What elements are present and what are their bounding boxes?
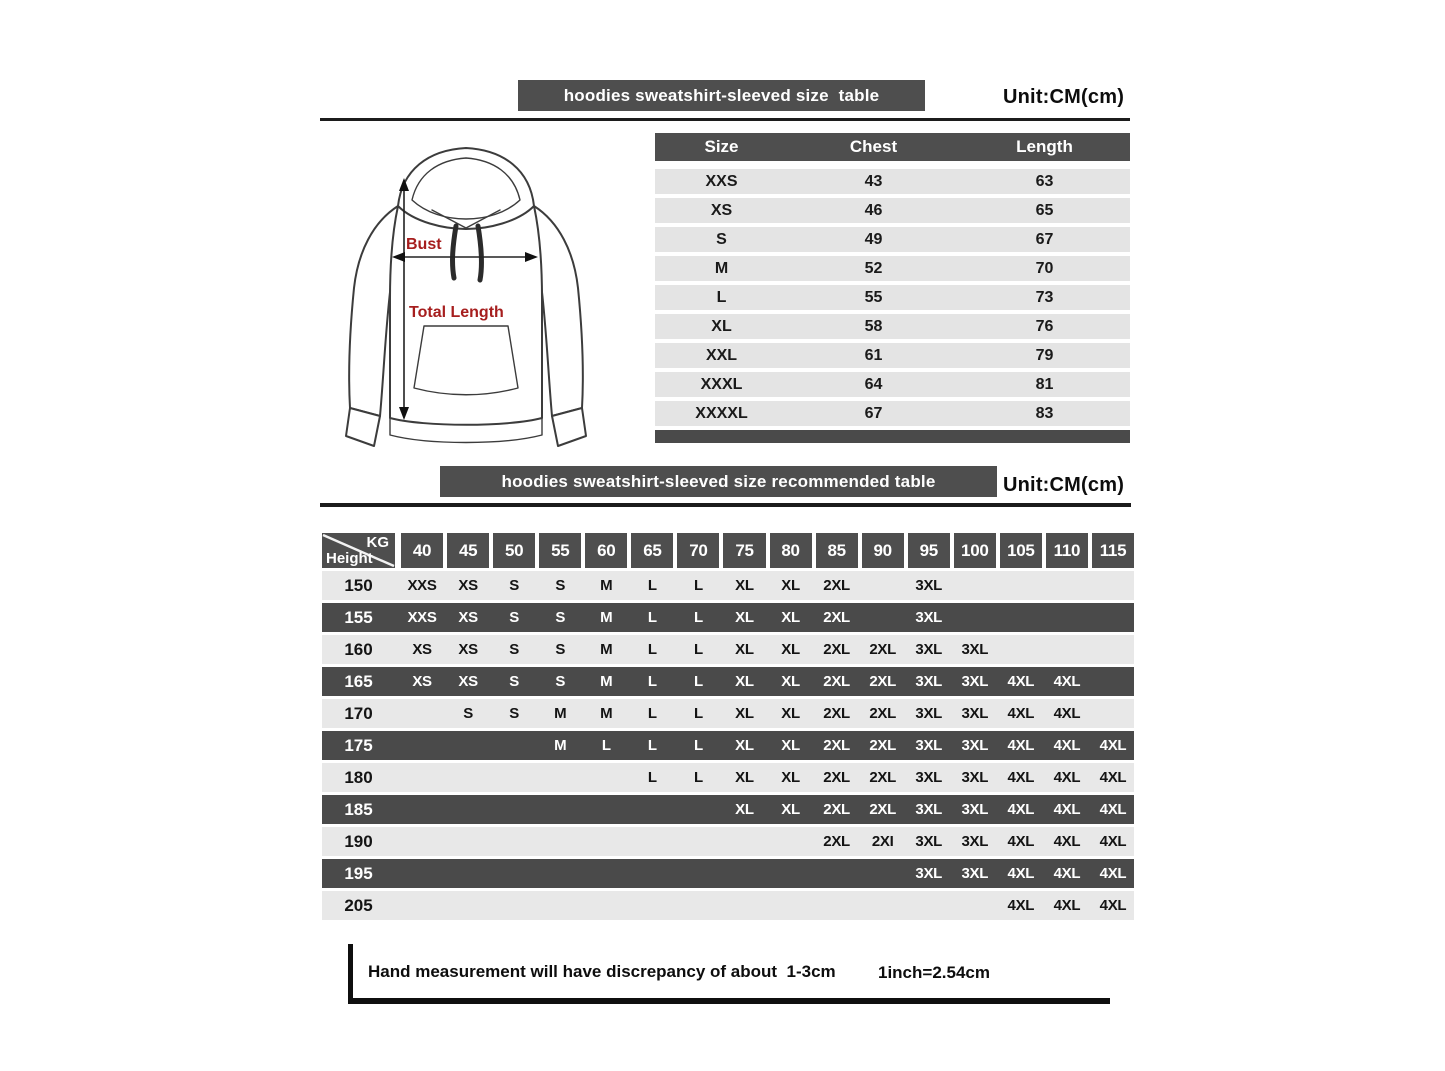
chest-cell: 58 — [864, 317, 883, 335]
size-recommendation-cell: 4XL — [1007, 673, 1035, 690]
size-cell: M — [714, 259, 729, 277]
weight-header-cell: 55 — [539, 533, 581, 568]
size-recommendation-cell: 3XL — [915, 673, 943, 690]
recommended-table-row — [322, 795, 1134, 824]
size-recommendation-cell: 3XL — [961, 833, 989, 850]
size-recommendation-cell: 2XL — [823, 705, 850, 722]
size-table-row — [655, 343, 1130, 368]
size-recommendation-cell: XL — [735, 769, 754, 786]
height-label-cell: 175 — [344, 735, 373, 755]
size-table-title: hoodies sweatshirt-sleeved size table — [563, 85, 880, 105]
size-recommendation-cell: 2XI — [871, 833, 894, 850]
size-recommendation-cell: L — [601, 737, 611, 754]
size-recommendation-cell: L — [647, 577, 657, 594]
bust-label: Bust — [406, 236, 442, 253]
size-recommendation-cell: 4XL — [1007, 897, 1035, 914]
weight-header-cell: 115 — [1092, 533, 1134, 568]
recommended-table-body — [322, 571, 1134, 920]
height-label-cell: 160 — [344, 639, 373, 659]
size-cell: L — [716, 288, 727, 306]
length-cell: 70 — [1035, 259, 1054, 277]
size-cell: S — [716, 230, 727, 248]
size-recommendation-cell: XL — [781, 609, 800, 626]
size-recommendation-cell: L — [693, 737, 703, 754]
length-cell: 67 — [1035, 230, 1054, 248]
chest-column-header: Chest — [849, 137, 898, 156]
total-length-label: Total Length — [409, 304, 504, 321]
chest-cell: 55 — [864, 288, 883, 306]
size-recommendation-cell: XL — [735, 737, 754, 754]
size-column-header: Size — [704, 137, 739, 156]
size-recommendation-cell: 4XL — [1053, 897, 1081, 914]
footnote-vertical-bar — [348, 944, 353, 1002]
size-recommendation-cell: 3XL — [915, 769, 943, 786]
kg-height-corner-cell — [322, 533, 395, 568]
size-cell: XL — [711, 317, 732, 335]
size-cell: XXXXL — [695, 404, 748, 422]
size-recommendation-cell: 3XL — [915, 577, 943, 594]
chest-cell: 49 — [864, 230, 883, 248]
size-recommendation-cell: 2XL — [823, 577, 850, 594]
size-table-row — [655, 285, 1130, 310]
middle-divider — [320, 503, 1131, 507]
size-recommendation-cell: S — [509, 673, 520, 690]
height-label-cell: 185 — [344, 799, 373, 819]
recommended-table-row — [322, 827, 1134, 856]
size-recommendation-cell: 3XL — [915, 737, 943, 754]
weight-header-cell: 90 — [862, 533, 904, 568]
size-recommendation-cell: 3XL — [961, 865, 989, 882]
weight-header-cell: 40 — [401, 533, 443, 568]
measurement-discrepancy-note: Hand measurement will have discrepancy of about 1-3cm — [368, 962, 836, 981]
size-recommendation-cell: L — [647, 705, 657, 722]
weight-header-cell: 75 — [723, 533, 765, 568]
size-recommendation-cell: 3XL — [961, 801, 989, 818]
length-column-header: Length — [1016, 137, 1073, 156]
size-table-body — [655, 169, 1130, 426]
size-cell: XXS — [705, 172, 738, 190]
recommended-table-row — [322, 667, 1134, 696]
hoodie-left-cuff — [346, 408, 380, 446]
weight-header-cell: 70 — [677, 533, 719, 568]
recommended-table-row — [322, 699, 1134, 728]
size-recommendation-cell: 4XL — [1053, 769, 1081, 786]
size-recommendation-cell: XL — [735, 609, 754, 626]
size-table-row — [655, 401, 1130, 426]
chest-cell: 52 — [864, 259, 883, 277]
size-recommendation-cell: XS — [458, 641, 478, 658]
size-recommendation-cell: L — [693, 609, 703, 626]
recommended-table-unit-label: Unit:CM(cm) — [1003, 474, 1125, 496]
size-table — [655, 133, 1130, 443]
size-recommendation-cell: XL — [735, 641, 754, 658]
size-table-footer-bar — [655, 430, 1130, 443]
size-table-title-bar — [518, 80, 925, 111]
length-cell: 76 — [1035, 317, 1054, 335]
chest-cell: 43 — [864, 172, 883, 190]
size-recommendation-cell: S — [555, 673, 566, 690]
recommended-table-title: hoodies sweatshirt-sleeved size recommended table — [501, 471, 936, 491]
top-divider — [320, 118, 1130, 121]
size-recommendation-cell: 3XL — [961, 769, 989, 786]
size-recommendation-cell: 2XL — [823, 833, 850, 850]
size-recommendation-cell: XL — [781, 705, 800, 722]
size-recommendation-cell: M — [600, 641, 613, 658]
recommended-table-row — [322, 859, 1134, 888]
chest-cell: 64 — [864, 375, 883, 393]
size-recommendation-cell: L — [647, 737, 657, 754]
length-cell: 79 — [1035, 346, 1054, 364]
size-recommendation-cell: 3XL — [915, 705, 943, 722]
length-cell: 63 — [1035, 172, 1054, 190]
size-recommendation-cell: 3XL — [915, 833, 943, 850]
size-recommendation-cell: S — [509, 577, 520, 594]
size-recommendation-cell: 3XL — [961, 737, 989, 754]
size-recommendation-cell: S — [555, 609, 566, 626]
length-cell: 81 — [1035, 375, 1054, 393]
chest-cell: 46 — [864, 201, 883, 219]
weight-header-cell: 50 — [493, 533, 535, 568]
size-recommendation-cell: 2XL — [823, 737, 850, 754]
size-recommendation-cell: 4XL — [1007, 769, 1035, 786]
recommended-table-row — [322, 891, 1134, 920]
recommended-table-row — [322, 731, 1134, 760]
size-recommendation-cell: XS — [412, 673, 432, 690]
size-recommendation-cell: XL — [735, 801, 754, 818]
chest-cell: 67 — [864, 404, 883, 422]
size-recommendation-cell: 4XL — [1099, 833, 1127, 850]
size-recommendation-cell: XL — [735, 673, 754, 690]
size-recommendation-cell: 4XL — [1007, 865, 1035, 882]
size-recommendation-cell: L — [693, 641, 703, 658]
size-recommendation-cell: 4XL — [1099, 737, 1127, 754]
size-recommendation-cell: S — [509, 641, 520, 658]
size-recommendation-cell: L — [693, 577, 703, 594]
weight-header-cell: 95 — [908, 533, 950, 568]
size-recommendation-cell: M — [554, 705, 567, 722]
length-cell: 65 — [1035, 201, 1054, 219]
size-table-row — [655, 372, 1130, 397]
height-label-cell: 170 — [344, 703, 373, 723]
weight-header-cell: 65 — [631, 533, 673, 568]
size-recommendation-cell: M — [600, 577, 613, 594]
height-label-cell: 165 — [344, 671, 373, 691]
weight-header-cell: 110 — [1046, 533, 1088, 568]
size-recommendation-cell: S — [555, 577, 566, 594]
weight-header-cell: 80 — [770, 533, 812, 568]
weight-header-cell: 60 — [585, 533, 627, 568]
size-recommendation-cell: 3XL — [961, 705, 989, 722]
weight-header-cell: 85 — [816, 533, 858, 568]
size-cell: XS — [710, 201, 733, 219]
height-corner-label: Height — [326, 550, 373, 567]
size-table-row — [655, 198, 1130, 223]
recommended-table-title-bar — [440, 466, 997, 497]
size-recommendation-cell: XXS — [407, 577, 437, 594]
size-recommendation-cell: 2XL — [869, 801, 896, 818]
size-recommendation-cell: 4XL — [1007, 833, 1035, 850]
size-recommendation-cell: XS — [458, 673, 478, 690]
chest-cell: 61 — [864, 346, 883, 364]
size-table-row — [655, 169, 1130, 194]
recommended-table-header — [322, 533, 1134, 568]
size-recommendation-cell: 2XL — [869, 705, 896, 722]
height-label-cell: 205 — [344, 895, 373, 915]
size-recommendation-cell: 4XL — [1053, 673, 1081, 690]
weight-header-cell: 100 — [954, 533, 996, 568]
size-recommendation-cell: XL — [781, 673, 800, 690]
recommended-table — [322, 533, 1134, 920]
size-recommendation-cell: XL — [735, 577, 754, 594]
size-recommendation-cell: L — [647, 609, 657, 626]
size-recommendation-cell: 4XL — [1053, 865, 1081, 882]
size-recommendation-cell: 2XL — [869, 737, 896, 754]
size-recommendation-cell: 3XL — [915, 801, 943, 818]
size-recommendation-cell: XS — [458, 577, 478, 594]
size-recommendation-cell: 4XL — [1099, 897, 1127, 914]
length-cell: 83 — [1035, 404, 1054, 422]
height-label-cell: 155 — [344, 607, 373, 627]
size-recommendation-cell: M — [600, 609, 613, 626]
recommended-table-row — [322, 571, 1134, 600]
size-recommendation-cell: 3XL — [961, 641, 989, 658]
size-recommendation-cell: 3XL — [915, 641, 943, 658]
size-recommendation-cell: L — [693, 673, 703, 690]
size-recommendation-cell: 3XL — [915, 865, 943, 882]
size-recommendation-cell: L — [693, 705, 703, 722]
size-recommendation-cell: 2XL — [823, 641, 850, 658]
size-recommendation-cell: XS — [412, 641, 432, 658]
size-cell: XXXL — [700, 375, 743, 393]
size-recommendation-cell: 4XL — [1053, 833, 1081, 850]
size-recommendation-cell: XS — [458, 609, 478, 626]
size-recommendation-cell: XL — [781, 641, 800, 658]
size-cell: XXL — [705, 346, 738, 364]
size-recommendation-cell: 4XL — [1053, 801, 1081, 818]
size-recommendation-cell: 4XL — [1053, 705, 1081, 722]
size-recommendation-cell: 4XL — [1099, 865, 1127, 882]
size-recommendation-cell: L — [693, 769, 703, 786]
size-recommendation-cell: 4XL — [1007, 737, 1035, 754]
size-recommendation-cell: XL — [735, 705, 754, 722]
size-recommendation-cell: 4XL — [1007, 801, 1035, 818]
size-recommendation-cell: L — [647, 673, 657, 690]
height-label-cell: 195 — [344, 863, 373, 883]
size-recommendation-cell: S — [509, 705, 520, 722]
size-recommendation-cell: XL — [781, 769, 800, 786]
size-table-row — [655, 227, 1130, 252]
size-table-row — [655, 256, 1130, 281]
length-cell: 73 — [1035, 288, 1054, 306]
size-recommendation-cell: 2XL — [869, 641, 896, 658]
size-recommendation-cell: XL — [781, 737, 800, 754]
kg-corner-label: KG — [366, 534, 389, 551]
size-recommendation-cell: 4XL — [1007, 705, 1035, 722]
size-recommendation-cell: 2XL — [869, 673, 896, 690]
size-recommendation-cell: 3XL — [915, 609, 943, 626]
hoodie-measurement-diagram — [328, 136, 604, 454]
height-label-cell: 190 — [344, 831, 373, 851]
size-table-unit-label: Unit:CM(cm) — [1003, 86, 1125, 108]
size-recommendation-cell: S — [463, 705, 473, 722]
hoodie-right-cuff — [552, 408, 586, 446]
recommended-table-row — [322, 603, 1134, 632]
size-recommendation-cell: XL — [781, 577, 800, 594]
size-recommendation-cell: 2XL — [823, 609, 850, 626]
weight-header-cell: 45 — [447, 533, 489, 568]
size-recommendation-cell: 4XL — [1099, 769, 1127, 786]
size-recommendation-cell: 2XL — [823, 769, 850, 786]
size-table-row — [655, 314, 1130, 339]
recommended-table-row — [322, 763, 1134, 792]
size-recommendation-cell: L — [647, 769, 657, 786]
size-recommendation-cell: 4XL — [1099, 801, 1127, 818]
size-recommendation-cell: M — [600, 705, 613, 722]
size-recommendation-cell: S — [555, 641, 566, 658]
height-label-cell: 150 — [344, 575, 373, 595]
size-recommendation-cell: 2XL — [823, 673, 850, 690]
size-recommendation-cell: 4XL — [1053, 737, 1081, 754]
size-recommendation-cell: XXS — [407, 609, 437, 626]
inch-conversion-note: 1inch=2.54cm — [878, 963, 990, 982]
size-table-header — [655, 133, 1130, 161]
footnote-horizontal-bar — [348, 998, 1110, 1004]
size-recommendation-cell: M — [600, 673, 613, 690]
size-recommendation-cell: M — [554, 737, 567, 754]
size-recommendation-cell: 3XL — [961, 673, 989, 690]
size-recommendation-cell: L — [647, 641, 657, 658]
height-label-cell: 180 — [344, 767, 373, 787]
recommended-table-row — [322, 635, 1134, 664]
hoodie-hood — [398, 148, 534, 229]
size-recommendation-cell: 2XL — [869, 769, 896, 786]
size-recommendation-cell: S — [509, 609, 520, 626]
weight-header-cell: 105 — [1000, 533, 1042, 568]
size-recommendation-cell: XL — [781, 801, 800, 818]
size-recommendation-cell: 2XL — [823, 801, 850, 818]
